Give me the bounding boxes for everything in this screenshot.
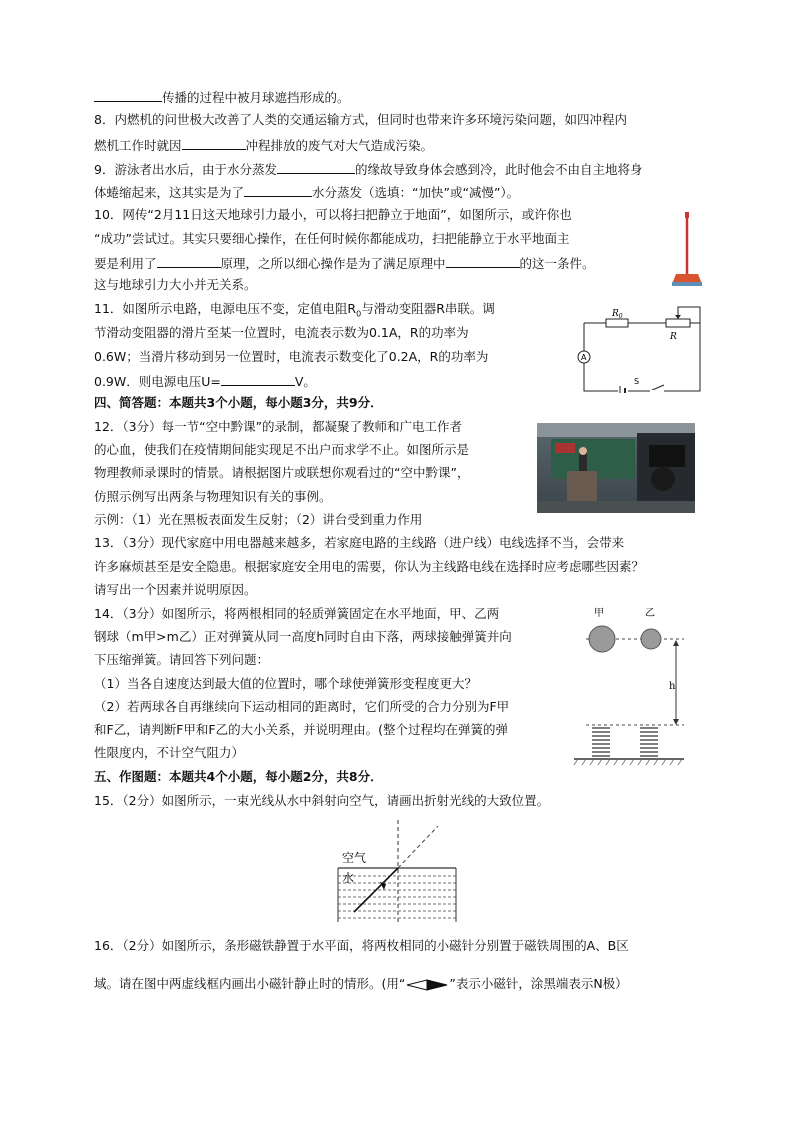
q12-line-4: 仿照示例写出两条与物理知识有关的事例。: [94, 489, 332, 504]
q10-line-3: 要是利用了 原理，之所以细心操作是为了满足原理中 的这一条件。: [94, 256, 595, 271]
q14-line-3: 下压缩弹簧。请回答下列问题：: [94, 652, 270, 667]
answer-blank[interactable]: [182, 137, 246, 150]
q11-line-3: 0.6W；当滑片移动到另一位置时，电流表示数变化了0.2A，R的功率为: [94, 349, 489, 364]
ball-jia: [589, 626, 615, 652]
r0-label: $R_0$: [612, 309, 623, 320]
answer-blank[interactable]: [446, 255, 520, 268]
ball-yi: [641, 629, 661, 649]
q14-line-4: （1）当各自速度达到最大值的位置时，哪个球使弹簧形变程度更大？: [94, 676, 477, 691]
q12-line-1: 12．（3分）每一节“空中黔课”的录制，都凝聚了教师和广电工作者: [94, 419, 463, 434]
q14-line-2: 钢球（m甲>m乙）正对弹簧从同一高度h同时自由下落，两球接触弹簧并向: [94, 629, 512, 644]
q14-line-1: 14．（3分）如图所示，将两根相同的轻质弹簧固定在水平地面，甲、乙两: [94, 606, 500, 621]
q12-line-5: 示例：（1）光在黑板表面发生反射；（2）讲台受到重力作用: [94, 512, 423, 527]
q12-line-2: 的心血，使我们在疫情期间能实现足不出户而求学不止。如图所示是: [94, 442, 470, 457]
q9-line-1: 9．游泳者出水后，由于水分蒸发 的缘故导致身体会感到冷，此时他会不由自主地将身: [94, 162, 643, 177]
q14-line-7: 性限度内，不计空气阻力）: [94, 745, 245, 760]
height-label: h: [669, 681, 676, 692]
q8-line-2: 燃机工作时就因 冲程排放的废气对大气造成污染。: [94, 138, 434, 153]
q16-line-1: 16．（2分）如图所示，条形磁铁静置于水平面，将两枚相同的小磁针分别置于磁铁周围的A、B区: [94, 938, 629, 953]
refraction-diagram: [334, 818, 460, 924]
q15-line: 15．（2分）如图所示，一束光线从水中斜射向空气，请画出折射光线的大致位置。: [94, 793, 550, 808]
switch-label: S: [634, 377, 640, 386]
section-4-heading: 四、简答题：本题共3个小题，每小题3分，共9分．: [94, 395, 383, 410]
q10-line-2: “成功”尝试过。其实只要细心操作，在任何时候你都能成功，扫把能静立于水平地面主: [94, 231, 570, 246]
q10-line-4: 这与地球引力大小并无关系。: [94, 277, 257, 292]
q11-line-4: 0.9W．则电源电压U= V。: [94, 374, 316, 389]
r-label: R: [670, 332, 677, 342]
classroom-photo: [537, 423, 695, 513]
ball-jia-label: 甲: [594, 608, 604, 619]
answer-blank[interactable]: [277, 161, 355, 174]
slider-arrow: [675, 315, 681, 319]
broom-figure: [670, 210, 706, 290]
answer-blank[interactable]: [157, 255, 221, 268]
compass-needle-icon: [405, 978, 449, 992]
q14-line-5: （2）若两球各自再继续向下运动相同的距离时，它们所受的合力分别为F甲: [94, 699, 510, 714]
q12-line-3: 物理教师录课时的情景。请根据图片或联想你观看过的“空中黔课”，: [94, 465, 470, 480]
q13-line-1: 13．（3分）现代家庭中用电器越来越多，若家庭电路的主线路（进户线）电线选择不当，会带来: [94, 535, 625, 550]
circuit-diagram: [572, 303, 707, 393]
air-label: 空气: [342, 851, 367, 865]
q10-line-1: 10．网传“2月11日这天地球引力最小，可以将扫把静立于地面”，如图所示，或许你也: [94, 207, 572, 222]
q9-line-2: 体蜷缩起来，这其实是为了 水分蒸发（选填：“加快”或“减慢”）。: [94, 185, 520, 200]
water-label: 水: [342, 871, 355, 885]
section-5-heading: 五、作图题：本题共4个小题，每小题2分，共8分．: [94, 769, 383, 784]
q14-line-6: 和F乙，请判断F甲和F乙的大小关系，并说明理由。(整个过程均在弹簧的弹: [94, 722, 508, 737]
q16-line-2: 域。请在图中两虚线框内画出小磁针静止时的情形。(用“ ”表示小磁针，涂黑端表示N极）: [94, 976, 628, 991]
answer-blank[interactable]: [221, 373, 295, 386]
answer-blank[interactable]: [244, 184, 312, 197]
ball-yi-label: 乙: [645, 608, 655, 619]
ammeter-label: A: [581, 353, 587, 362]
answer-blank[interactable]: [94, 89, 162, 102]
q11-line-2: 节滑动变阻器的滑片至某一位置时，电流表示数为0.1A，R的功率为: [94, 325, 469, 340]
q8-line-1: 8．内燃机的问世极大改善了人类的交通运输方式，但同时也带来许多环境污染问题，如四冲程内: [94, 112, 627, 127]
q13-line-2: 许多麻烦甚至是安全隐患。根据家庭安全用电的需要，你认为主线路电线在选择时应考虑哪些因素？: [94, 559, 645, 574]
springs-diagram: [572, 604, 686, 768]
q11-line-1: 11．如图所示电路，电源电压不变，定值电阻$R_0$与滑动变阻器R串联。调: [94, 301, 495, 319]
q13-line-3: 请写出一个因素并说明原因。: [94, 582, 257, 597]
line-1: 传播的过程中被月球遮挡形成的。: [94, 89, 350, 105]
